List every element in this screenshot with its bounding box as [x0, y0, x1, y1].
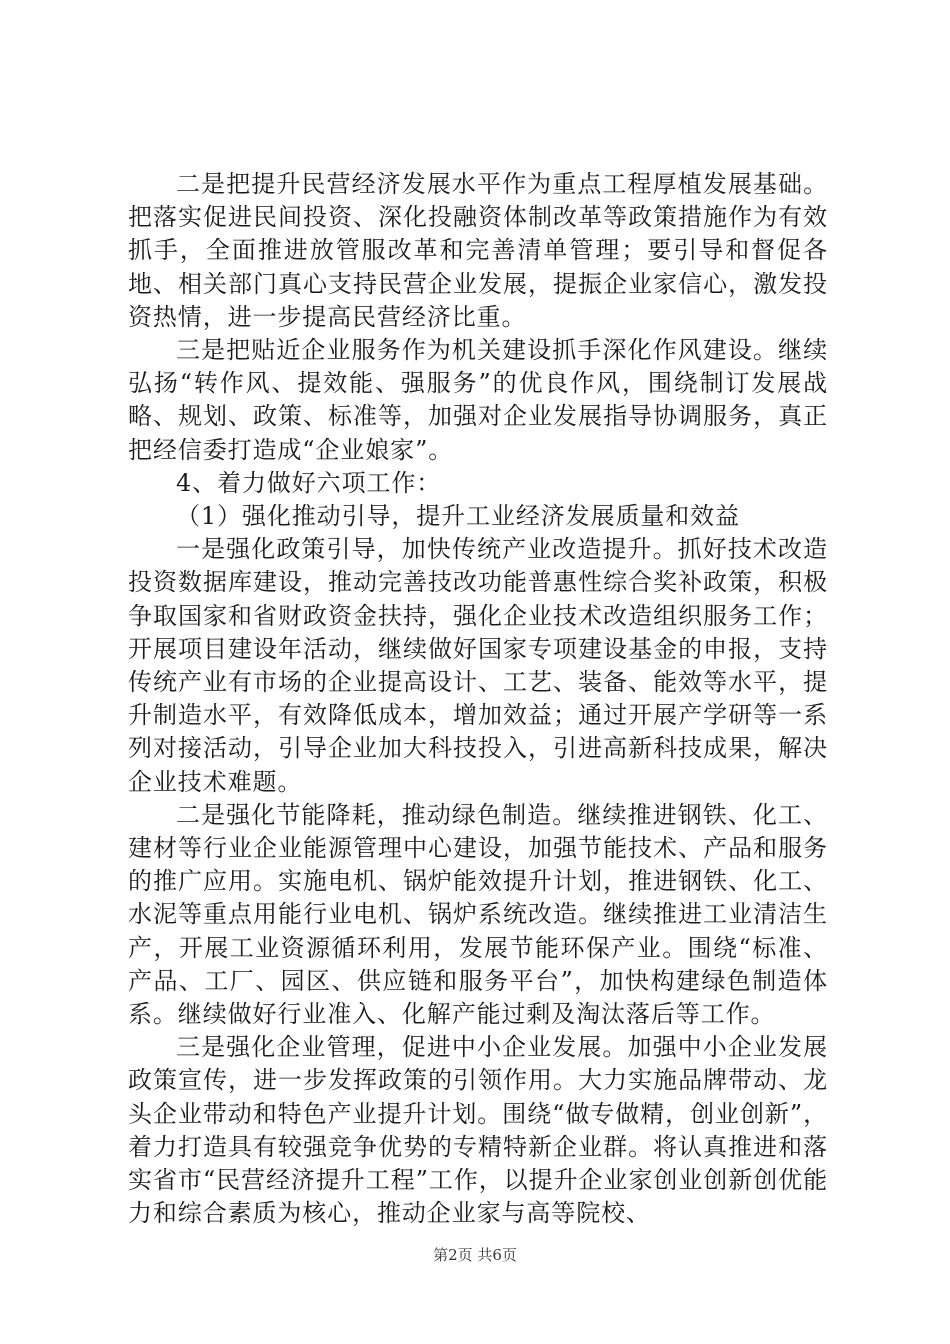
paragraph: 三是把贴近企业服务作为机关建设抓手深化作风建设。继续弘扬“转作风、提效能、强服务”的优良作风，围绕制订发展战略、规划、政策、标准等，加强对企业发展指导协调服务，真正把经信委打造成“企业娘家”。 — [128, 336, 828, 464]
paragraph: 三是强化企业管理，促进中小企业发展。加强中小企业发展政策宣传，进一步发挥政策的引领作用。大力实施品牌带动、龙头企业带动和特色产业提升计划。围绕“做专做精，创业创新”，着力打造具有较强竞争优势的专精特新企业群。将认真推进和落实省市“民营经济提升工程”工作，以提升企业家创业创新创优能力和综合素质为核心，推动企业家与高等院校、 — [128, 1033, 828, 1228]
document-body — [128, 168, 828, 1231]
paragraph: 二是强化节能降耗，推动绿色制造。继续推进钢铁、化工、建材等行业企业能源管理中心建设，加强节能技术、产品和服务的推广应用。实施电机、锅炉能效提升计划，推进钢铁、化工、水泥等重点用能行业电机、锅炉系统改造。继续推进工业清洁生产，开展工业资源循环利用，发展节能环保产业。围绕“标准、产品、工厂、园区、供应链和服务平台”，加快构建绿色制造体系。继续做好行业准入、化解产能过剩及淘汰落后等工作。 — [128, 800, 828, 1029]
paragraph: 二是把提升民营经济发展水平作为重点工程厚植发展基础。把落实促进民间投资、深化投融资体制改革等政策措施作为有效抓手，全面推进放管服改革和完善清单管理；要引导和督促各地、相关部门真心支持民营企业发展，提振企业家信心，激发投资热情，进一步提高民营经济比重。 — [128, 170, 828, 331]
paragraph: 一是强化政策引导，加快传统产业改造提升。抓好技术改造投资数据库建设，推动完善技改功能普惠性综合奖补政策，积极争取国家和省财政资金扶持，强化企业技术改造组织服务工作；开展项目建设年活动，继续做好国家专项建设基金的申报，支持传统产业有市场的企业提高设计、工艺、装备、能效等水平，提升制造水平，有效降低成本，增加效益；通过开展产学研等一系列对接活动，引导企业加大科技投入，引进高新科技成果，解决企业技术难题。 — [128, 535, 828, 796]
page-number-footer: 第2页 共6页 — [433, 1246, 517, 1264]
paragraph: （1）强化推动引导，提升工业经济发展质量和效益 — [176, 502, 740, 531]
paragraph: 4、着力做好六项工作： — [176, 468, 442, 497]
